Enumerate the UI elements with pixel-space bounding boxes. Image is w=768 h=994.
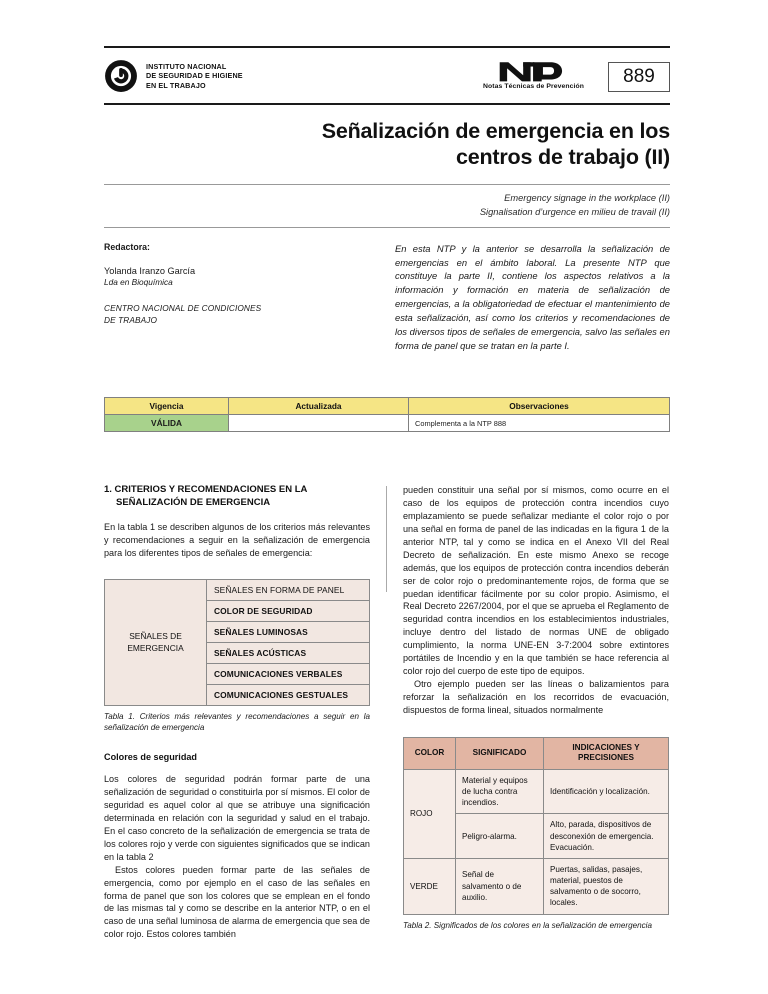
table-1-item-panel: SEÑALES EN FORMA DE PANEL xyxy=(207,580,370,601)
table-row xyxy=(404,769,669,813)
table-1-item-color: COLOR DE SEGURIDAD xyxy=(207,601,370,622)
table-1-item-verbales: COMUNICACIONES VERBALES xyxy=(207,664,370,685)
left-column xyxy=(104,484,370,941)
two-column-body xyxy=(104,484,670,941)
subtitle-english: Emergency signage in the workplace (II) xyxy=(504,193,670,204)
colores-paragraph-2: Estos colores pueden formar parte de las señales de emergencia, como por ejemplo en el caso de las señales en forma de panel que son los colores que se emplean en el fondo de las mismas tal y como se describe en la anterior NTP, o en el caso de una señal luminosa de alarma de emergencia que sea de color rojo. Estos colores también xyxy=(104,864,370,940)
validity-data-row xyxy=(105,415,670,432)
table-1 xyxy=(104,579,370,706)
table-1-item-acusticas: SEÑALES ACÚSTICAS xyxy=(207,643,370,664)
table-2-color-verde: VERDE xyxy=(404,858,456,914)
right-paragraph-1: pueden constituir una señal por sí mismos, como ocurre en el caso de los equipos de protección contra incendios cuyo emplazamiento se puede señalizar mediante el color rojo o por una señal en forma de panel de las indicadas en la figura 1 de la anterior NTP, tal y como se indica en el Anexo VII del Real Decreto de señalización. En este mismo Anexo se recoge además, que los equipos de protección contra incendios deberán ser de color rojo o predominantemente rojos, de forma que se puedan identificar fácilmente por su color propio. Asimismo, el Real Decreto 2267/2004, por el que se aprueba el Reglamento de seguridad contra incendios en los establecimientos industriales, incluye dentro del listado de normas UNE de obligado cumplimiento, la norma UNE-EN 3-7:2004 sobre extintores portátiles de Incendio y en la que también se hace referencia al color rojo del cuerpo de este tipo de equipos. xyxy=(403,485,669,676)
ntp-number-box: 889 xyxy=(608,62,670,92)
author-degree: Lda en Bioquímica xyxy=(104,277,173,288)
table-2-indicaciones-1: Identificación y localización. xyxy=(544,769,669,813)
table-2-header-color: COLOR xyxy=(404,737,456,769)
section-1-intro: En la tabla 1 se describen algunos de los criterios más relevantes y recomendaciones a seguir en la señalización de emergencia para los diferentes tipos de señales de emergencia: xyxy=(104,522,370,559)
institute-line-2: DE SEGURIDAD E HIGIENE xyxy=(146,71,243,81)
institute-line-3: EN EL TRABAJO xyxy=(146,80,206,90)
ntp-logo xyxy=(483,61,584,90)
table-2-header-row xyxy=(404,737,669,769)
validity-observaciones-cell: Complementa a la NTP 888 xyxy=(409,415,670,432)
table-row xyxy=(105,580,370,601)
table-1-row-label: SEÑALES DE EMERGENCIA xyxy=(105,580,207,706)
validity-header-observaciones: Observaciones xyxy=(409,398,670,415)
table-2-header-indicaciones: INDICACIONES Y PRECISIONES xyxy=(544,737,669,769)
validity-header-row xyxy=(105,398,670,415)
author-org-line-1: CENTRO NACIONAL DE CONDICIONES xyxy=(104,302,262,313)
subtitle-french: Signalisation d’urgence en milieu de travail (II) xyxy=(479,206,670,217)
institute-line-1: INSTITUTO NACIONAL xyxy=(146,61,227,71)
right-column xyxy=(403,484,669,941)
abstract-text: En esta NTP y la anterior se desarrolla la señalización de emergencias en el ámbito laboral. La presente NTP que constituye la parte II, contiene los aspectos relativos a la información y formación en materia de señalización de emergencias, a la obligatoriedad de efectuar el mantenimiento de esta señalización, así como los criterios y recomendaciones de los diversos tipos de señales de emergencia, salvo las señales en forma de panel que se tratan en la parte I. xyxy=(395,242,670,351)
title-line-2: centros de trabajo (II) xyxy=(455,145,670,170)
author-block xyxy=(104,242,362,353)
table-2-significado-3: Señal de salvamento o de auxilio. xyxy=(456,858,544,914)
ntp-identifier-block xyxy=(483,61,670,92)
colores-seguridad-heading: Colores de seguridad xyxy=(104,752,197,763)
table-1-item-luminosas: SEÑALES LUMINOSAS xyxy=(207,622,370,643)
masthead xyxy=(104,46,670,93)
institute-branding xyxy=(104,59,243,93)
institute-name xyxy=(146,62,243,91)
validity-header-actualizada: Actualizada xyxy=(229,398,409,415)
table-2-significado-1: Material y equipos de lucha contra incendios. xyxy=(456,769,544,813)
right-paragraph-2: Otro ejemplo pueden ser las líneas o balizamientos para reforzar la señalización en los recorridos de evacuación, dispuestos de forma lineal, situados normalmente xyxy=(403,678,669,715)
title-line-1: Señalización de emergencia en los xyxy=(321,119,670,143)
table-2-indicaciones-3: Puertas, salidas, pasajes, material, puestos de salvamento o de socorro, locales. xyxy=(544,858,669,914)
author-name: Yolanda Iranzo García xyxy=(104,265,196,276)
validity-table xyxy=(104,397,670,432)
table-2-color-rojo: ROJO xyxy=(404,769,456,858)
table-2-caption: Tabla 2. Significados de los colores en la señalización de emergencia xyxy=(403,920,652,930)
table-2-header-significado: SIGNIFICADO xyxy=(456,737,544,769)
author-org-line-2: DE TRABAJO xyxy=(104,314,158,325)
author-role-label: Redactora: xyxy=(104,241,150,252)
table-1-item-gestuales: COMUNICACIONES GESTUALES xyxy=(207,685,370,706)
validity-actualizada-cell xyxy=(229,415,409,432)
page-title xyxy=(104,105,670,184)
author-organization xyxy=(104,302,362,326)
section-1-heading: 1. CRITERIOS Y RECOMENDACIONES EN LA SEÑALIZACIÓN DE EMERGENCIA xyxy=(104,484,308,508)
validity-header-vigencia: Vigencia xyxy=(105,398,229,415)
ntp-logo-icon xyxy=(496,61,570,82)
table-2-indicaciones-2: Alto, parada, dispositivos de desconexión de emergencia. Evacuación. xyxy=(544,814,669,858)
table-row xyxy=(404,858,669,914)
ntp-caption: Notas Técnicas de Prevención xyxy=(482,83,584,90)
table-2 xyxy=(403,737,669,915)
table-2-significado-2: Peligro-alarma. xyxy=(456,814,544,858)
author-abstract-row xyxy=(104,228,670,353)
validity-status-badge: VÁLIDA xyxy=(105,415,229,432)
translated-subtitles xyxy=(104,185,670,226)
page-content xyxy=(104,46,670,941)
insht-logo-icon xyxy=(104,59,138,93)
table-1-caption: Tabla 1. Criterios más relevantes y recomendaciones a seguir en la señalización de emergencia xyxy=(104,712,370,733)
colores-paragraph-1: Los colores de seguridad podrán formar parte de una señalización de seguridad o constituirla por sí mismos. El color de seguridad es aquel color al que se atribuye una significación determinada en relación con la seguridad y salud en el trabajo. En el caso concreto de la señalización de emergencia se trata de los colores rojo y verde con siguientes significados que se indican en la tabla 2 xyxy=(104,774,370,862)
